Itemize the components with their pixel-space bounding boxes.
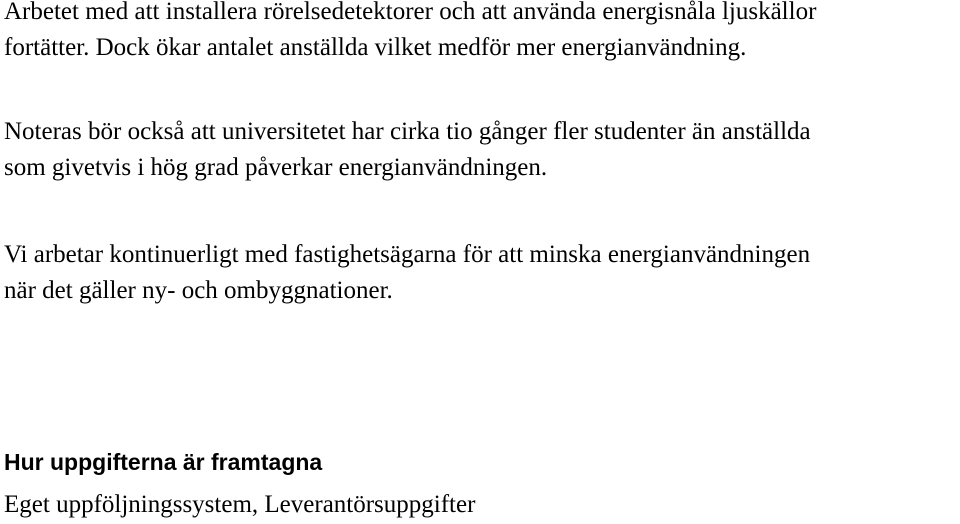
paragraph-property-owners bbox=[4, 237, 810, 309]
paragraph-line: Vi arbetar kontinuerligt med fastighetsägarna för att minska energianvändningen bbox=[4, 241, 811, 268]
paragraph-line: när det gäller ny- och ombyggnationer. bbox=[4, 277, 393, 304]
paragraph-line: som givetvis i hög grad påverkar energianvändningen. bbox=[4, 154, 548, 181]
paragraph-line: Arbetet med att installera rörelsedetektorer och att använda energisnåla ljuskällor bbox=[4, 0, 817, 25]
section-body: Eget uppföljningssystem, Leverantörsuppgifter bbox=[4, 491, 476, 518]
paragraph-students bbox=[4, 114, 811, 186]
section-heading: Hur uppgifterna är framtagna bbox=[4, 449, 323, 475]
paragraph-line: fortätter. Dock ökar antalet anställda vilket medför mer energianvändning. bbox=[4, 34, 747, 61]
paragraph-line: Noteras bör också att universitetet har cirka tio gånger fler studenter än anställda bbox=[4, 118, 811, 145]
paragraph-installations bbox=[4, 0, 816, 66]
